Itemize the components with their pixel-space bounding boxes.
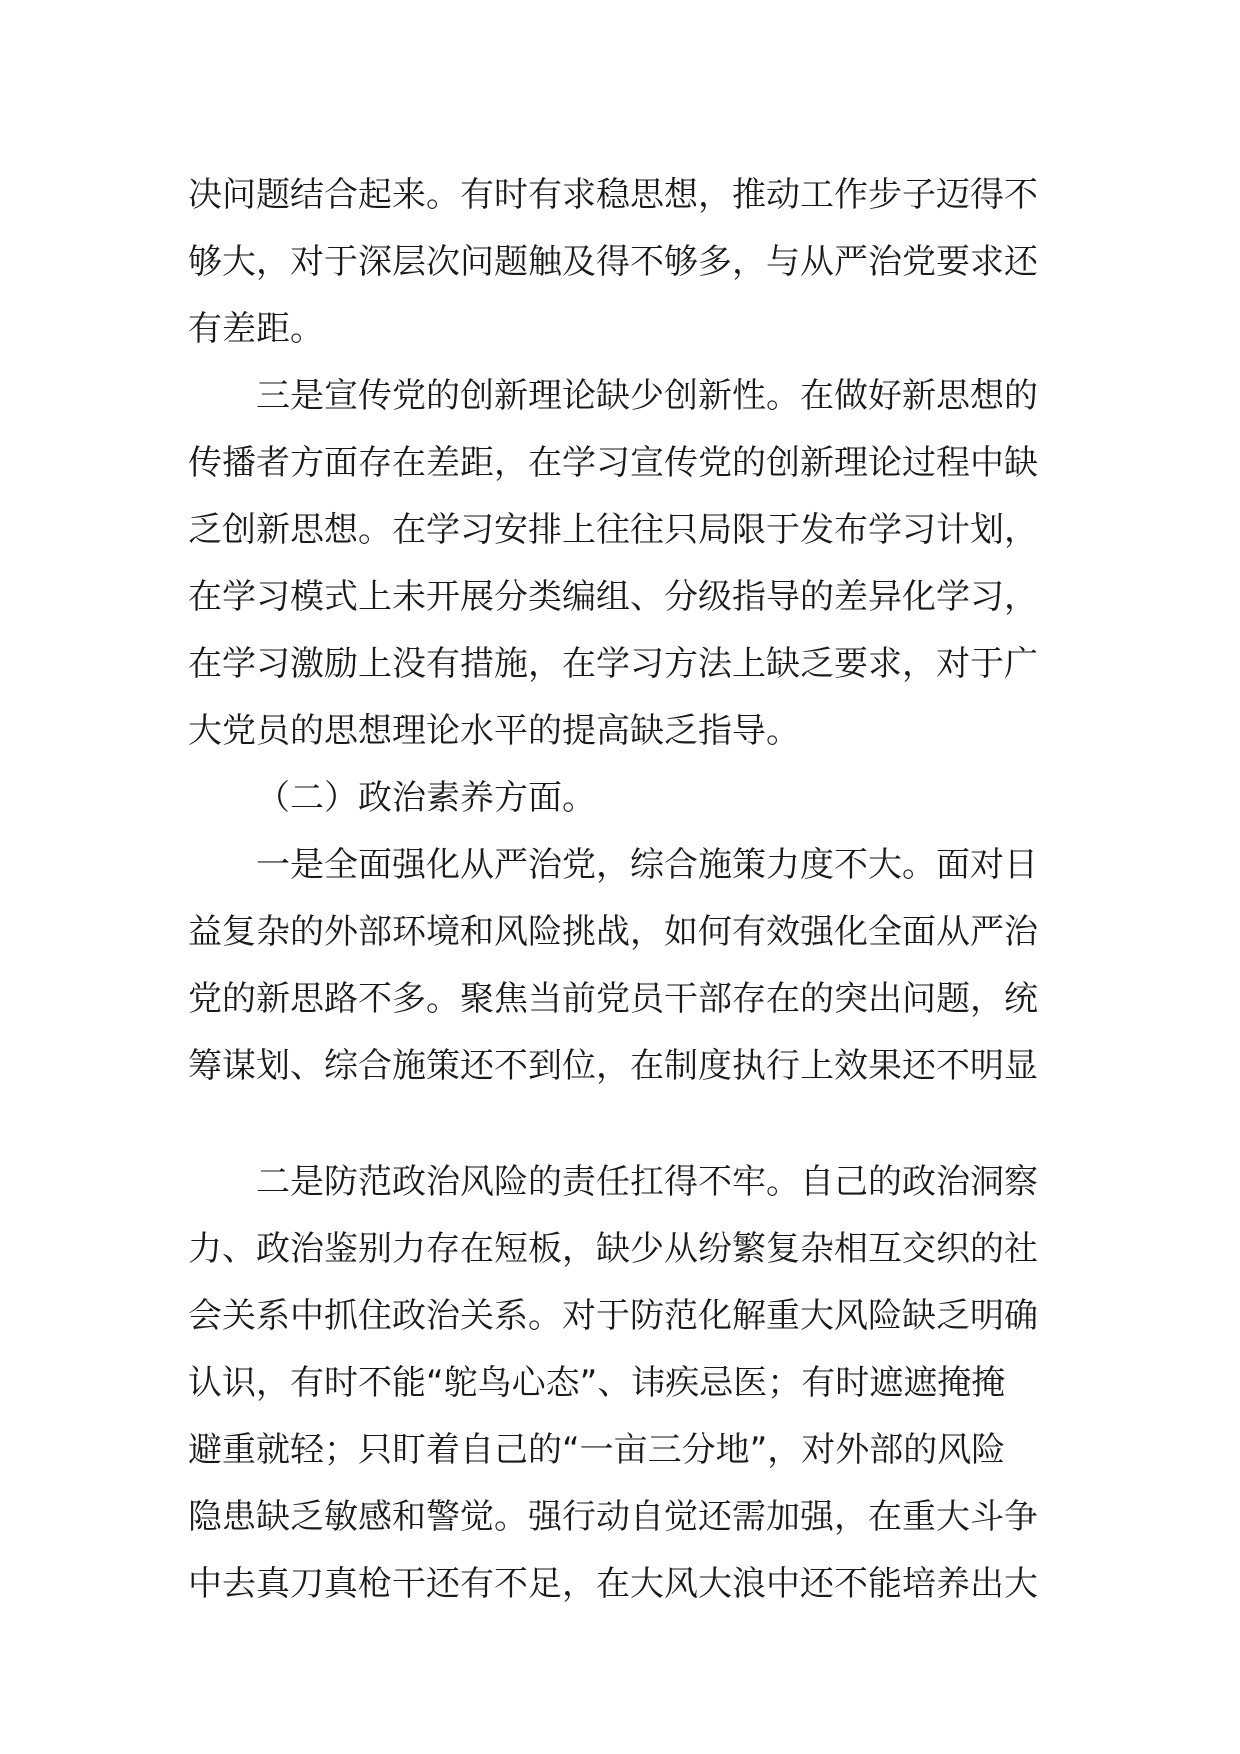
text-line: 乏创新思想。在学习安排上往往只局限于发布学习计划，	[188, 510, 1038, 550]
paragraph-start-line: 三是宣传党的创新理论缺少创新性。在做好新思想的	[256, 376, 1038, 416]
text-line: 有差距。	[188, 309, 324, 349]
text-block-lower	[188, 1149, 1060, 1618]
text-line: 党的新思路不多。聚焦当前党员干部存在的突出问题，统	[188, 979, 1038, 1019]
text-line: 力、政治鉴别力存在短板，缺少从纷繁复杂相互交织的社	[188, 1229, 1038, 1269]
text-line: 筹谋划、综合施策还不到位，在制度执行上效果还不明显	[188, 1046, 1038, 1086]
text-line: 避重就轻；只盯着自己的“一亩三分地”，对外部的风险	[188, 1430, 1006, 1470]
text-line: 会关系中抓住政治关系。对于防范化解重大风险缺乏明确	[188, 1296, 1038, 1336]
text-block-upper	[188, 162, 1060, 1100]
paragraph-start-line: 一是全面强化从严治党，综合施策力度不大。面对日	[256, 845, 1038, 885]
text-line: 认识，有时不能“鸵鸟心态”、讳疾忌医；有时遮遮掩掩	[188, 1363, 1006, 1403]
text-line: 决问题结合起来。有时有求稳思想，推动工作步子迈得不	[188, 175, 1038, 215]
section-heading: （二）政治素养方面。	[256, 778, 596, 818]
text-line: 隐患缺乏敏感和警觉。强行动自觉还需加强，在重大斗争	[188, 1497, 1038, 1537]
paragraph-start-line: 二是防范政治风险的责任扛得不牢。自己的政治洞察	[256, 1162, 1038, 1202]
text-line: 中去真刀真枪干还有不足，在大风大浪中还不能培养出大	[188, 1564, 1038, 1604]
text-line: 传播者方面存在差距，在学习宣传党的创新理论过程中缺	[188, 443, 1038, 483]
text-line: 大党员的思想理论水平的提高缺乏指导。	[188, 711, 800, 751]
text-line: 够大，对于深层次问题触及得不够多，与从严治党要求还	[188, 242, 1038, 282]
text-line: 在学习激励上没有措施，在学习方法上缺乏要求，对于广	[188, 644, 1038, 684]
text-line: 益复杂的外部环境和风险挑战，如何有效强化全面从严治	[188, 912, 1038, 952]
text-line: 在学习模式上未开展分类编组、分级指导的差异化学习，	[188, 577, 1038, 617]
